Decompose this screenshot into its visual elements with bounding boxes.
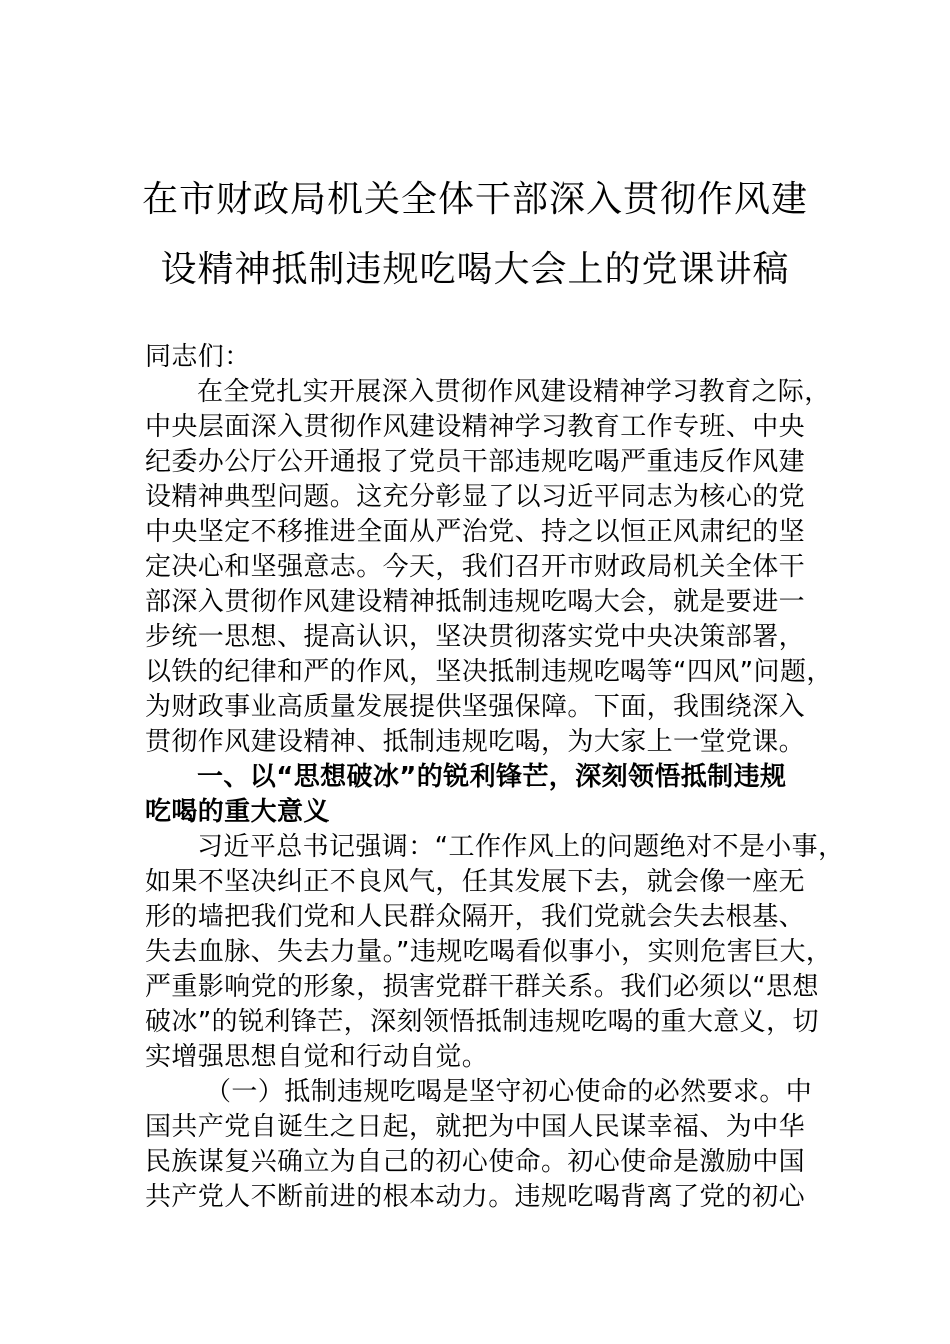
paragraph-line: 破冰”的锐利锋芒，深刻领悟抵制违规吃喝的重大意义，切 bbox=[145, 1007, 819, 1037]
paragraph-line: 失去血脉、失去力量。”违规吃喝看似事小，实则危害巨大， bbox=[145, 937, 833, 967]
paragraph-line: 步统一思想、提高认识，坚决贯彻落实党中央决策部署， bbox=[145, 622, 806, 652]
paragraph-line: 习近平总书记强调：“工作作风上的问题绝对不是小事， bbox=[197, 832, 845, 862]
salutation: 同志们： bbox=[145, 342, 251, 372]
paragraph-line: 为财政事业高质量发展提供坚强保障。下面，我围绕深入 bbox=[145, 692, 806, 722]
section-heading-line: 吃喝的重大意义 bbox=[145, 797, 330, 827]
paragraph-line: 以铁的纪律和严的作风，坚决抵制违规吃喝等“四风”问题， bbox=[145, 657, 833, 687]
paragraph-line: 纪委办公厅公开通报了党员干部违规吃喝严重违反作风建 bbox=[145, 447, 806, 477]
section-heading-line: 一、以“思想破冰”的锐利锋芒，深刻领悟抵制违规 bbox=[197, 762, 787, 792]
paragraph-line: 中央层面深入贯彻作风建设精神学习教育工作专班、中央 bbox=[145, 412, 806, 442]
paragraph-line: 定决心和坚强意志。今天，我们召开市财政局机关全体干 bbox=[145, 552, 806, 582]
paragraph-line: 实增强思想自觉和行动自觉。 bbox=[145, 1042, 489, 1072]
document-title-line-2: 设精神抵制违规吃喝大会上的党课讲稿 bbox=[160, 249, 790, 290]
document-body bbox=[145, 340, 845, 1215]
paragraph-line: 在全党扎实开展深入贯彻作风建设精神学习教育之际， bbox=[197, 377, 831, 407]
paragraph-line: 国共产党自诞生之日起，就把为中国人民谋幸福、为中华 bbox=[145, 1112, 806, 1142]
paragraph-line: 严重影响党的形象，损害党群干群关系。我们必须以“思想 bbox=[145, 972, 819, 1002]
paragraph-line: 民族谋复兴确立为自己的初心使命。初心使命是激励中国 bbox=[145, 1147, 806, 1177]
document-title-line-1: 在市财政局机关全体干部深入贯彻作风建 bbox=[141, 179, 808, 220]
paragraph-line: 贯彻作风建设精神、抵制违规吃喝，为大家上一堂党课。 bbox=[145, 727, 806, 757]
paragraph-line: 设精神典型问题。这充分彰显了以习近平同志为核心的党 bbox=[145, 482, 806, 512]
subsection-line: （一）抵制违规吃喝是坚守初心使命的必然要求。中 bbox=[205, 1077, 813, 1107]
paragraph-line: 如果不坚决纠正不良风气，任其发展下去，就会像一座无 bbox=[145, 867, 806, 897]
paragraph-line: 中央坚定不移推进全面从严治党、持之以恒正风肃纪的坚 bbox=[145, 517, 806, 547]
paragraph-line: 形的墙把我们党和人民群众隔开，我们党就会失去根基、 bbox=[145, 902, 806, 932]
paragraph-line: 部深入贯彻作风建设精神抵制违规吃喝大会，就是要进一 bbox=[145, 587, 806, 617]
paragraph-line: 共产党人不断前进的根本动力。违规吃喝背离了党的初心 bbox=[145, 1182, 806, 1212]
